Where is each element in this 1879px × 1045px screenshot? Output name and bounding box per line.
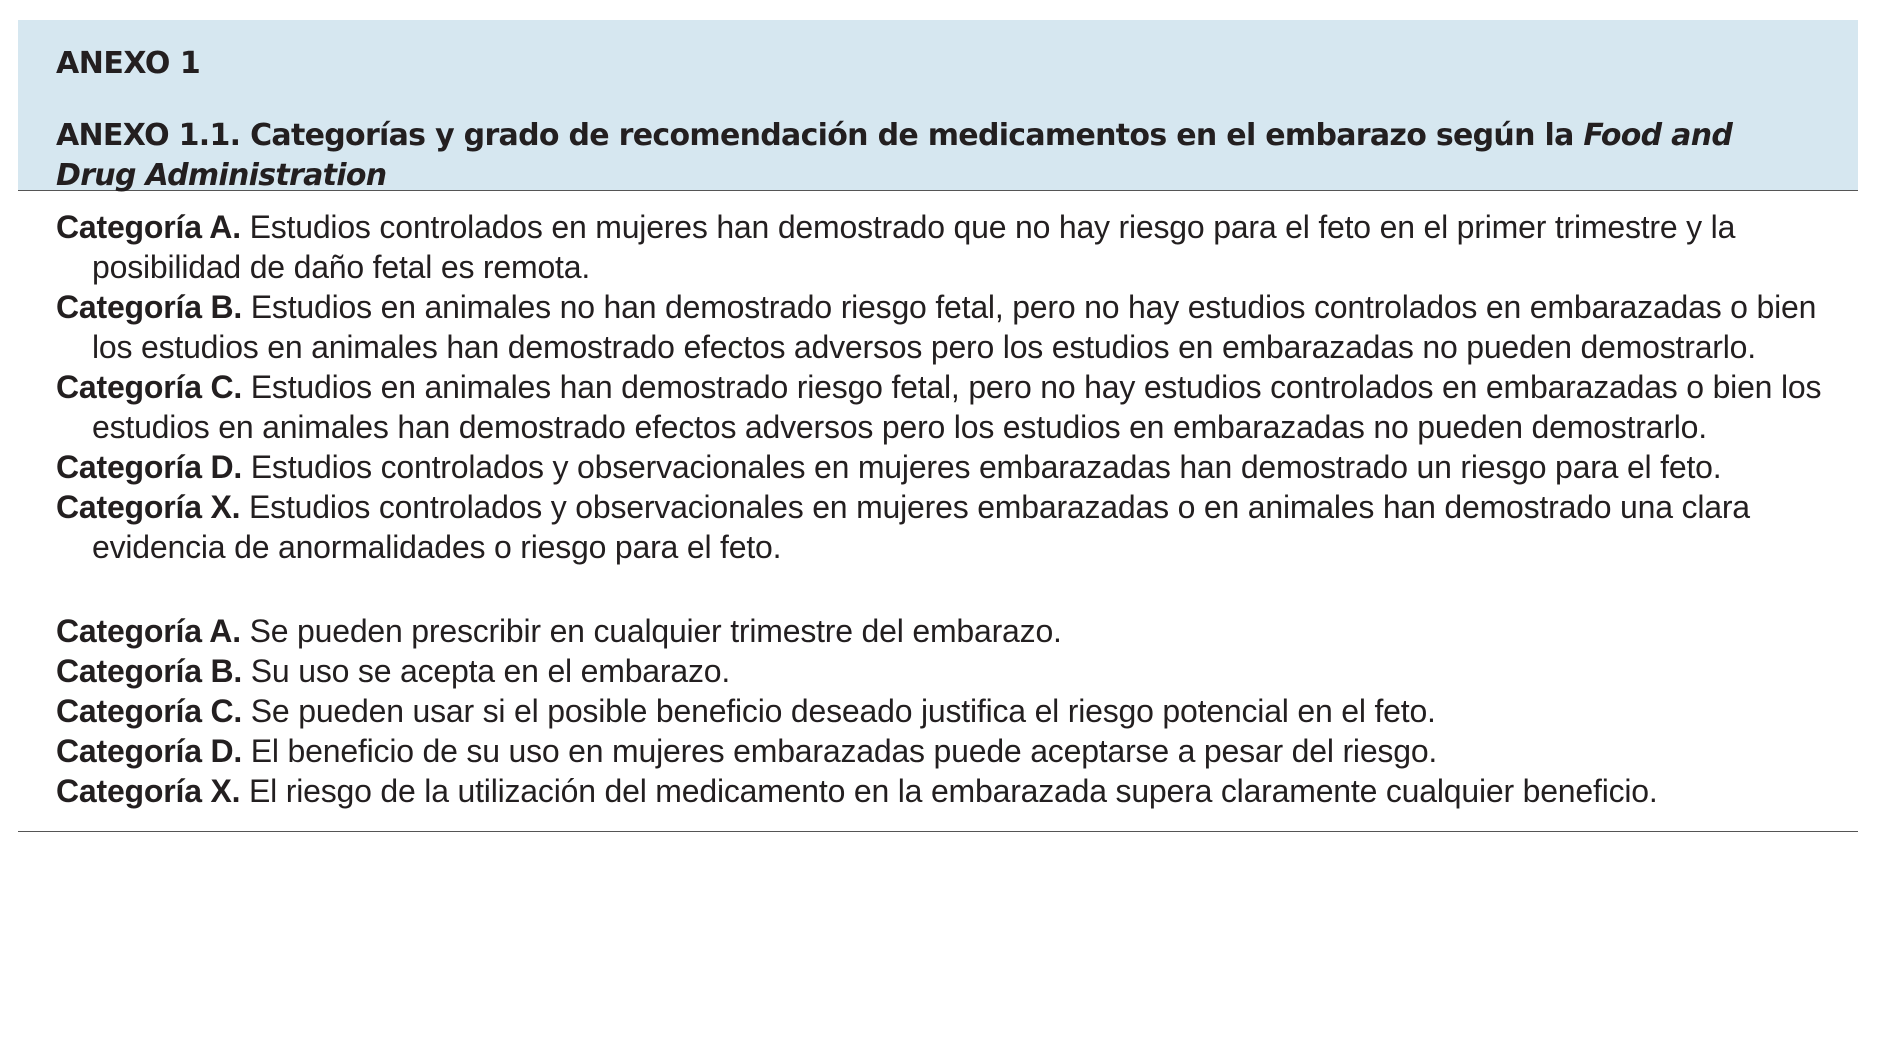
category-name: Categoría A. — [56, 209, 241, 245]
definition-item-c — [56, 367, 1822, 447]
definition-item-d — [56, 447, 1822, 487]
definition-item-b — [56, 287, 1822, 367]
category-text: Se pueden prescribir en cualquier trimestre del embarazo. — [240, 613, 1062, 649]
category-name: Categoría X. — [56, 773, 241, 809]
recommendation-item-d — [56, 731, 1822, 771]
category-text: El beneficio de su uso en mujeres embarazadas puede aceptarse a pesar del riesgo. — [242, 733, 1438, 769]
annex-title-italic: Food and Drug Administration — [56, 118, 1733, 193]
recommendation-item-c — [56, 691, 1822, 731]
recommendation-item-a — [56, 611, 1822, 651]
category-name: Categoría C. — [56, 693, 243, 729]
definition-item-x — [56, 487, 1822, 567]
definition-item-a — [56, 207, 1822, 287]
category-name: Categoría D. — [56, 733, 243, 769]
bottom-divider — [18, 831, 1858, 832]
category-text: Estudios en animales han demostrado riesgo fetal, pero no hay estudios controlados en embarazadas o bien los estudios en animales han demostrado efectos adversos pero los estudios en embarazadas no pueden demostrarlo. — [92, 369, 1822, 445]
recommendation-item-b — [56, 651, 1822, 691]
category-name: Categoría X. — [56, 489, 241, 525]
category-text: Estudios controlados en mujeres han demostrado que no hay riesgo para el feto en el primer trimestre y la posibilidad de daño fetal es remota. — [92, 209, 1736, 285]
annex-header — [18, 20, 1858, 193]
recommendation-item-x — [56, 771, 1822, 811]
category-text: Se pueden usar si el posible beneficio deseado justifica el riesgo potencial en el feto. — [242, 693, 1436, 729]
annex-content — [18, 191, 1858, 811]
category-text: Estudios controlados y observacionales en mujeres embarazadas han demostrado un riesgo para el feto. — [242, 449, 1722, 485]
definitions-list — [56, 207, 1822, 567]
annex-title — [56, 116, 1820, 196]
category-text: Estudios controlados y observacionales en mujeres embarazadas o en animales han demostrado una clara evidencia de anormalidades o riesgo para el feto. — [92, 489, 1750, 565]
category-name: Categoría B. — [56, 653, 243, 689]
category-name: Categoría A. — [56, 613, 241, 649]
category-name: Categoría B. — [56, 289, 243, 325]
annex-label: ANEXO 1 — [56, 46, 201, 81]
category-text: Estudios en animales no han demostrado riesgo fetal, pero no hay estudios controlados en embarazadas o bien los estudios en animales han demostrado efectos adversos pero los estudios en embarazadas no pueden demostrarlo. — [92, 289, 1817, 365]
category-name: Categoría D. — [56, 449, 243, 485]
section-spacer — [56, 567, 1822, 611]
category-name: Categoría C. — [56, 369, 243, 405]
category-text: Su uso se acepta en el embarazo. — [242, 653, 731, 689]
category-text: El riesgo de la utilización del medicamento en la embarazada supera claramente cualquier beneficio. — [240, 773, 1658, 809]
recommendations-list — [56, 611, 1822, 811]
annex-table — [18, 20, 1858, 832]
annex-title-main: ANEXO 1.1. Categorías y grado de recomendación de medicamentos en el embarazo según la — [56, 118, 1584, 153]
